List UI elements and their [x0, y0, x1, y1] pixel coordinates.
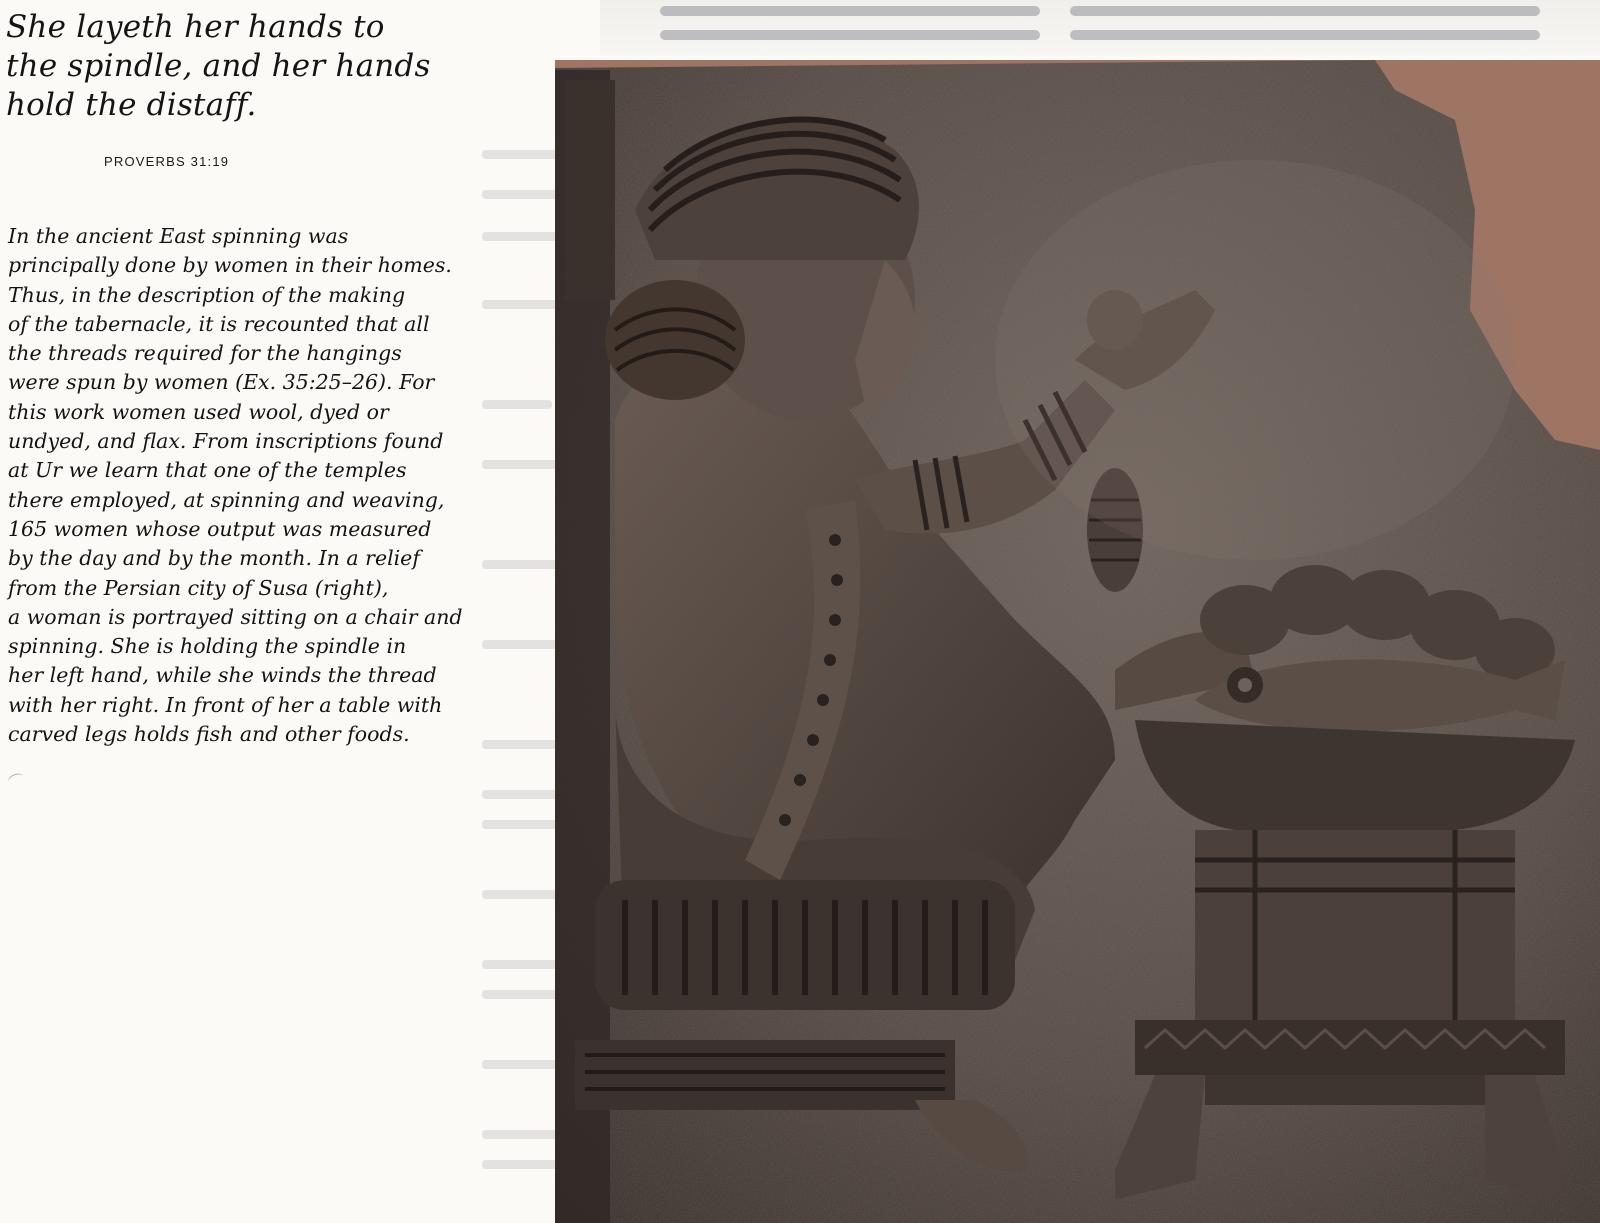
light-wash: [995, 160, 1515, 560]
reverse-page-top-strip: [600, 0, 1600, 56]
relief-illustration: [555, 60, 1600, 1223]
verse-citation: PROVERBS 31:19: [104, 154, 230, 169]
relief-photo: [555, 60, 1600, 1223]
caption-text: In the ancient East spinning was principally done by women in their homes. Thus, in the description of the making of the tabernacle, it is recounted that all the threads required for the hangings were spun by women (Ex. 35:25–26). For this work women used wool, dyed or undyed, and flax. From inscriptions found at Ur we learn that one of the temples there employed, at spinning and weaving, 165 women whose output was measured by the day and by the month. In a relief from the Persian city of Susa (right), a woman is portrayed sitting on a chair and spinning. She is holding the spindle in her left hand, while she winds the thread with her right. In front of her a table with carved legs holds fish and other foods.: [8, 224, 463, 747]
margin-mark: [7, 772, 26, 788]
verse-quote: She layeth her hands to the spindle, and her hands hold the distaff.: [6, 9, 431, 123]
